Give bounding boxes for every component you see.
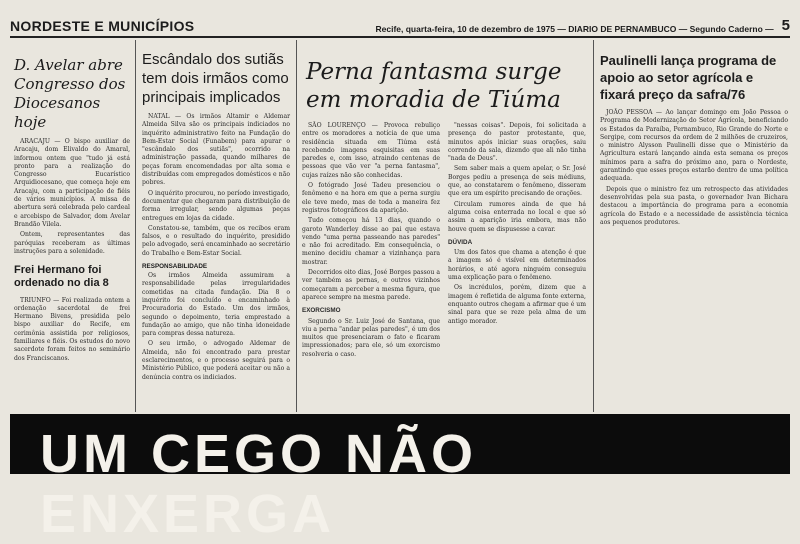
page-number: 5 [781, 17, 790, 34]
article-body [302, 122, 440, 361]
bottom-banner [10, 414, 790, 544]
paragraph: Decorridos oito dias, José Borges passou a ver também as pernas, e outros vizinhos começaram a perceber a mesma figura, que aparece sempre na mesma parede. [302, 269, 440, 301]
article-sutias [142, 40, 290, 412]
paragraph: O inquérito procurou, no período investigado, documentar que chegaram para distribuição de forma irregular, sendo algumas peças entregues em lojas da cidade. [142, 189, 290, 222]
article-perna-fantasma [302, 40, 590, 412]
paragraph: Sem saber mais a quem apelar, o Sr. José Borges pediu a presença de seis médiuns, que, ao constatarem o fenômeno, disseram que era um espírito precisando de orações. [448, 165, 586, 198]
article-body-continued [448, 122, 586, 361]
paragraph: Os irmãos Almeida assumiram a responsabilidade pelas irregularidades cometidas na citada fundação. Dia 8 o inquérito foi concluído e encaminhado à Procuradoria do Estado. Um dos irmãos, segundo o depoimento, teria emprestado a fundação ao amigo, que não tinha idoneidade para compras dessa natureza. [142, 272, 290, 338]
paragraph: TRIUNFO — Foi realizada ontem a ordenação sacerdotal de frei Hermano Bivens, presidida pelo bispo auxiliar do Recife, em cerimônia assistida por religiosos, familiares e fiéis. Os estudos do novo sacerdote foram feitos no seminário dos Franciscanos. [14, 296, 130, 362]
paragraph: Ontem, representantes das paróquias receberam as últimas instruções para a solenidade. [14, 231, 130, 255]
paragraph: Circulam rumores ainda de que há alguma coisa enterrada no local e que só assim a aparição iria embora, mas não houve quem se dispusesse a cavar. [448, 200, 586, 233]
section-title: NORDESTE E MUNICÍPIOS [10, 18, 195, 34]
subhead: RESPONSABILIDADE [142, 263, 208, 271]
headline-perna-fantasma: Perna fantasma surge em moradia de Tiúma [306, 59, 562, 113]
article-paulinelli [600, 40, 788, 412]
paragraph: Os incrédulos, porém, dizem que a imagem é refletida de alguma fonte externa, enquanto outros chegam a afirmar que é um sinal para que se reze pela alma de um antigo morador. [448, 284, 586, 325]
paragraph: NATAL — Os irmãos Altamir e Aldemar Almeida Silva são os principais indiciados no inquérito administrativo feito na Fundação do Bem-Estar Social (Funabem) para apurar o "escândalo dos sutiãs", ocorrido na administração passada, quando milhares de peças foram encomendadas por alta soma e distribuídas com empregados domésticos e não pobres. [142, 113, 290, 187]
paragraph: O fotógrado José Tadeu presenciou o fenômeno e na hora em que a perna surgiu ele teve medo, mas de toda a maneira fez registros fotográficos da aparição. [302, 182, 440, 214]
paragraph: SÃO LOURENÇO — Provoca rebuliço entre os moradores a notícia de que uma residência situada em Tiúma está recebendo imagens esquisitas em suas paredes e, com isso, atraindo centenas de pessoas que vão ver "a perna fantasma", cujas raízes não são conhecidas. [302, 122, 440, 179]
subhead: EXORCISMO [302, 307, 341, 315]
column-rule [296, 40, 297, 412]
headline-hermano: Frei Hermano foi ordenado no dia 8 [14, 264, 109, 290]
paragraph: ARACAJU — O bispo auxiliar de Aracaju, dom Elivaldo do Amaral, informou ontem que "tudo já está pronto para a realização do Congresso Eucarístico Arquidiocesano, que começa hoje em Aracaju, com a participação de fiéis de vários municípios. A missa de abertura será celebrada pelo cardeal e arcebispo de Salvador, dom Avelar Brandão Vilela. [14, 138, 130, 228]
paragraph: O seu irmão, o advogado Aldemar de Almeida, não foi encontrado para prestar esclarecimentos, e o processo seguirá para o Ministério Público, que poderá aceitar ou não a denúncia contra os indiciados. [142, 340, 290, 381]
article-body [14, 138, 130, 256]
subhead: DÚVIDA [448, 238, 473, 246]
banner-headline: UM CEGO NÃO ENXERGA [40, 424, 478, 544]
article-body [14, 297, 130, 363]
paragraph: Depois que o ministro fez um retrospecto das atividades desenvolvidas pela sua pasta, o governador Ivan Bichara destacou a importância do programa para a economia agrícola do Estado e a necessidade de assistência técnica aos pequenos produtores. [600, 185, 788, 226]
headline-sutias: Escândalo dos sutiãs tem dois irmãos como principais implicados [142, 51, 289, 106]
article-body [142, 113, 290, 258]
masthead [10, 14, 790, 38]
headline-avelar: D. Avelar abre Congresso dos Diocesanos hoje [14, 56, 126, 131]
paragraph: Tudo começou há 13 dias, quando o garoto Wanderley disse ao pai que estava vendo "uma perna passeando nas paredes" e não foi acreditado. Em consequência, o menino decidiu chamar a vizinhança para mostrar. [302, 217, 440, 266]
article-body [142, 272, 290, 382]
column-rule [135, 40, 136, 412]
column-rule [593, 40, 594, 412]
paragraph: Um dos fatos que chama a atenção é que a imagem só é visível em determinados horários, e até agora ninguém conseguiu uma explicação para o fenômeno. [448, 249, 586, 282]
article-avelar [14, 40, 130, 412]
paragraph: Constatou-se, também, que os recibos eram falsos, e o resultado do inquérito, presidido pelo advogado, será encaminhado ao secretário do Trabalho e Bem-Estar Social. [142, 224, 290, 257]
paragraph: Segundo o Sr. Luiz José de Santana, que viu a perna "andar pelas paredes", é um dos muitos que presenciaram o fato e ficaram impressionados; para ele, só um exorcismo resolveria o caso. [302, 317, 440, 358]
article-body [600, 109, 788, 227]
dateline: Recife, quarta-feira, 10 de dezembro de 1975 — DIARIO DE PERNAMBUCO — Segundo Caderno — [375, 24, 774, 34]
headline-paulinelli: Paulinelli lança programa de apoio ao setor agrícola e fixará preço da safra/76 [600, 53, 777, 102]
paragraph: "nessas coisas". Depois, foi solicitada a presença do pastor protestante, que, minutos após iniciar suas orações, saiu correndo da sala, dizendo que ali não tinha "nada de Deus". [448, 122, 586, 163]
paragraph: JOÃO PESSOA — Ao lançar domingo em João Pessoa o Programa de Modernização do Setor Agrícola, beneficiando os Estados da Paraíba, Pernambuco, Rio Grande do Norte e Sergipe, com recursos da ordem de 2 milhões de cruzeiros, o ministro Alysson Paulinelli disse que o Ministério da Agricultura estará lançando ainda esta semana os preços mínimos para a safra do próximo ano, para o Nordeste, garantindo que esses preços estarão dentro de uma política adequada. [600, 109, 788, 183]
